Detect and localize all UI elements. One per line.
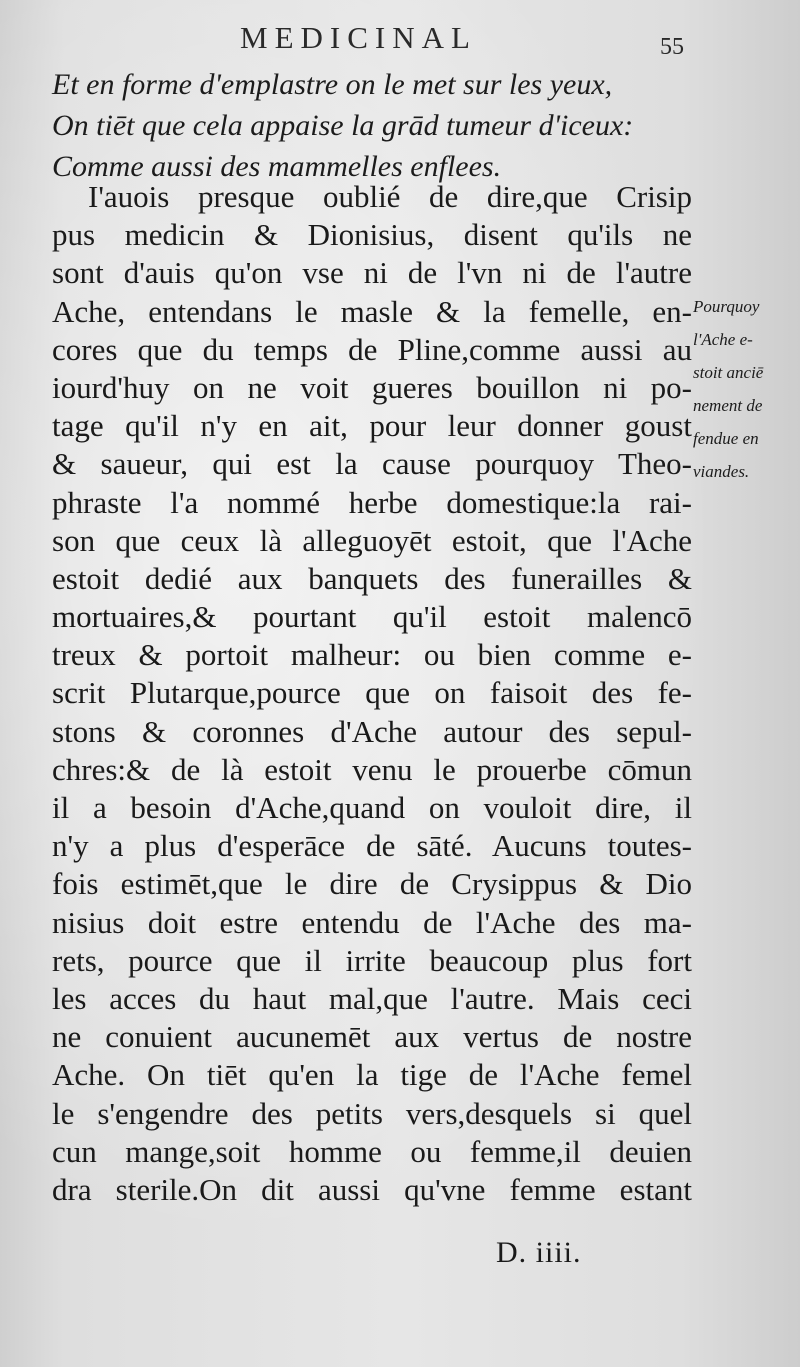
verse-line: Comme aussi des mammelles enflees. (52, 150, 502, 183)
text-line: cun mange,soit homme ou femme,il deuien (52, 1133, 692, 1169)
marginal-line: nement de (693, 396, 763, 415)
text-line: cores que du temps de Pline,comme aussi au (52, 331, 692, 367)
text-line: mortuaires,& pourtant qu'il estoit malencō (52, 599, 692, 635)
text-line: fois estimēt,que le dire de Crysippus & Dio (52, 866, 692, 902)
text-line: I'auois presque oublié de dire,que Crisip (88, 179, 692, 214)
text-line: phraste l'a nommé herbe domestique:la rai- (52, 484, 692, 520)
text-line: stons & coronnes d'Ache autour des sepul- (52, 713, 692, 749)
text-line: les acces du haut mal,que l'autre. Mais ceci (52, 980, 692, 1016)
page-header (0, 18, 800, 58)
running-title: MEDICINAL (240, 20, 477, 55)
marginal-line: viandes. (693, 462, 750, 481)
text-line: son que ceux là alleguoyēt estoit, que l'Ache (52, 522, 692, 558)
text-line: tage qu'il n'y en ait, pour leur donner goust (52, 408, 692, 444)
text-line: le s'engendre des petits vers,desquels si quel (52, 1095, 692, 1131)
text-line: treux & portoit malheur: ou bien comme e- (52, 637, 692, 673)
marginal-note (693, 290, 797, 488)
text-line: & saueur, qui est la cause pourquoy Theo- (52, 446, 692, 482)
marginal-line: stoit anciē (693, 363, 764, 382)
text-line: rets, pource que il irrite beaucoup plus fort (52, 942, 692, 978)
text-line: n'y a plus d'esperāce de sāté. Aucuns toutes- (52, 828, 692, 864)
page-number: 55 (660, 34, 684, 60)
marginal-line: l'Ache e- (693, 330, 753, 349)
text-line: sont d'auis qu'on vse ni de l'vn ni de l'autre (52, 255, 692, 291)
text-line: Ache, entendans le masle & la femelle, en- (52, 293, 692, 329)
text-line: chres:& de là estoit venu le prouerbe cōmun (52, 751, 692, 787)
text-line: nisius doit estre entendu de l'Ache des ma- (52, 904, 692, 940)
text-line: pus medicin & Dionisius, disent qu'ils ne (52, 217, 692, 253)
text-line: scrit Plutarque,pource que on faisoit des fe- (52, 675, 692, 711)
text-line: ne conuient aucunemēt aux vertus de nostre (52, 1019, 692, 1055)
verse-block (52, 64, 692, 187)
body-paragraph (52, 178, 692, 1209)
marginal-line: Pourquoy (693, 297, 760, 316)
signature-mark: D. iiii. (496, 1236, 582, 1269)
verse-line: On tiēt que cela appaise la grād tumeur d'iceux: (52, 109, 634, 142)
marginal-line: fendue en (693, 429, 759, 448)
text-line: iourd'huy on ne voit gueres bouillon ni po- (52, 369, 692, 405)
verse-line: Et en forme d'emplastre on le met sur les yeux, (52, 68, 613, 101)
text-line: estoit dedié aux banquets des funerailles & (52, 560, 692, 596)
text-line: Ache. On tiēt qu'en la tige de l'Ache femel (52, 1057, 692, 1093)
text-line: il a besoin d'Ache,quand on vouloit dire, il (52, 790, 692, 825)
text-line: dra sterile.On dit aussi qu'vne femme estant (52, 1171, 692, 1207)
